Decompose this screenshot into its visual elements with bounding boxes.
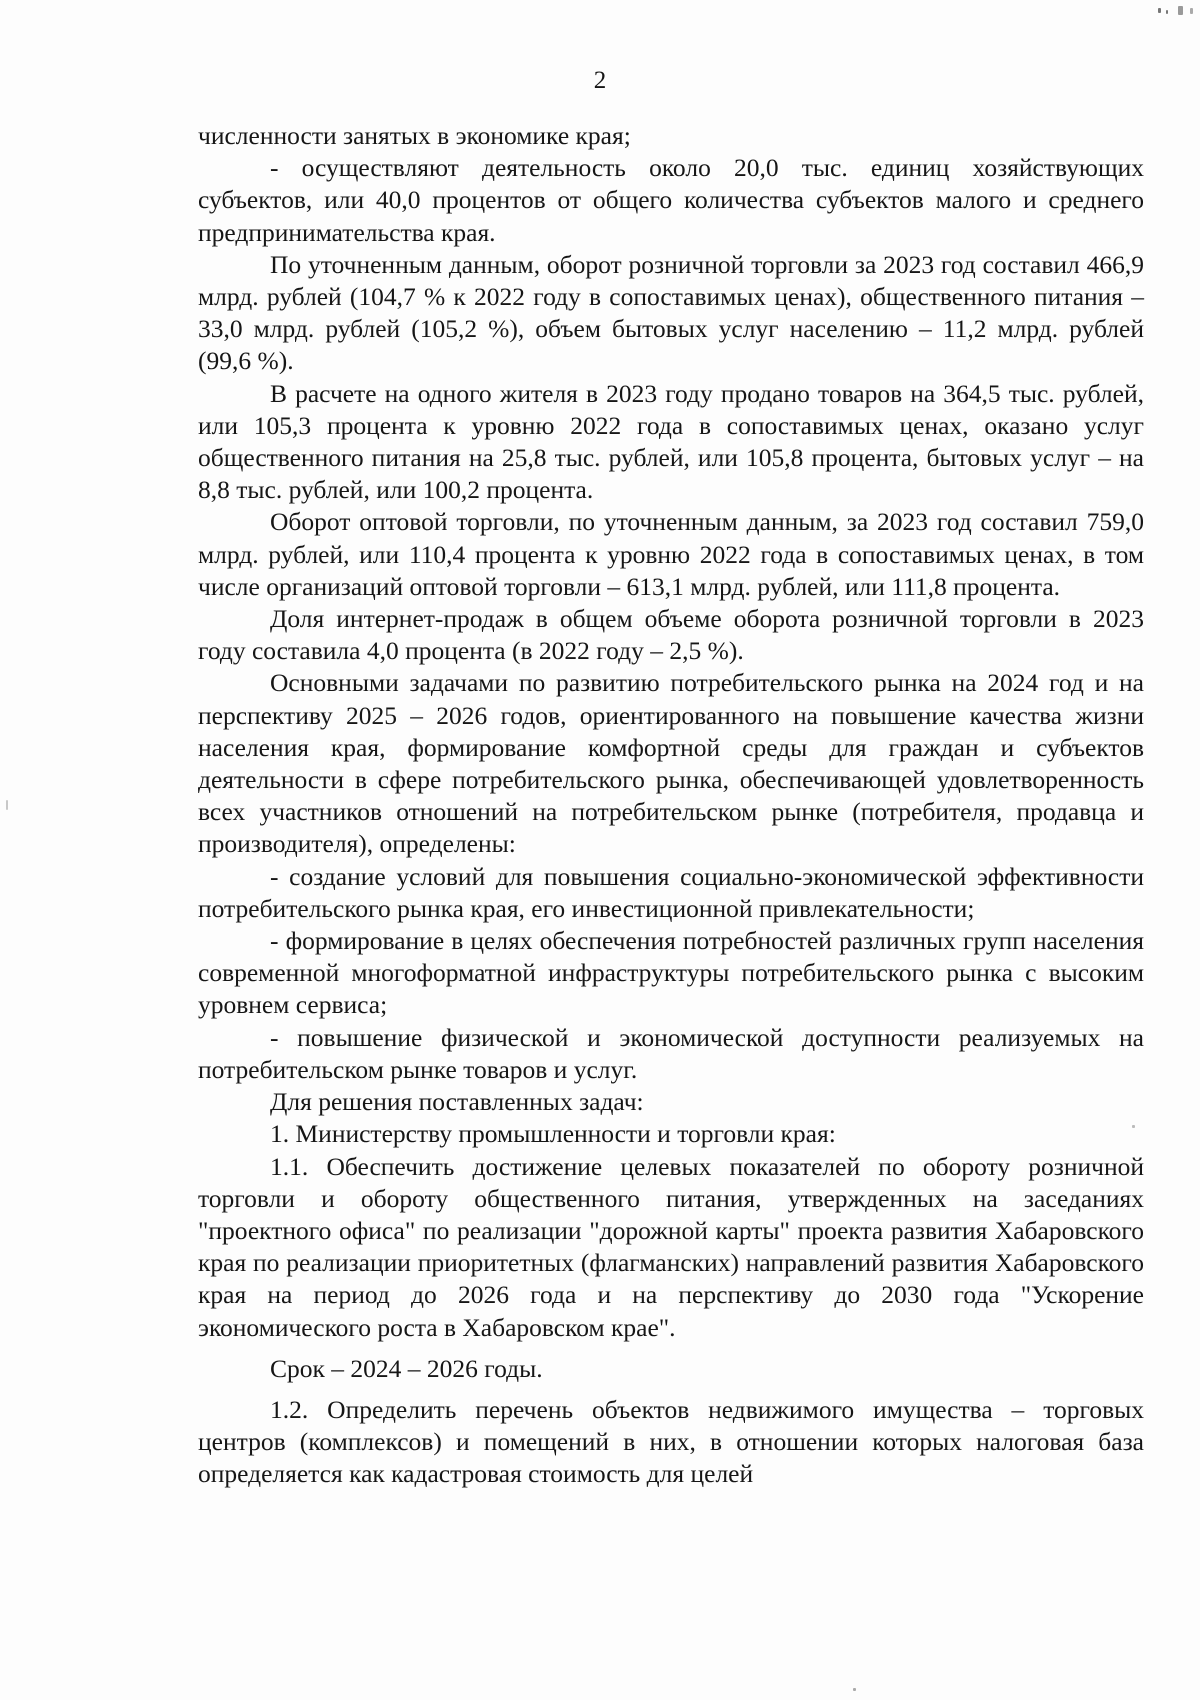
paragraph: - повышение физической и экономической доступности реализуемых на потребительском рынке товаров и услуг.: [198, 1022, 1144, 1084]
paragraph: 1.2. Определить перечень объектов недвижимого имущества – торговых центров (комплексов) и помещений в них, в отношении которых налоговая база определяется как кадастровая стоимость для целей: [198, 1394, 1144, 1489]
scan-artifact: [1166, 10, 1168, 14]
scan-artifact: [1158, 8, 1161, 13]
paragraph: 1. Министерству промышленности и торговли края:: [270, 1119, 836, 1149]
paragraph: - создание условий для повышения социально-экономической эффективности потребительского рынка края, его инвестиционной привлекательности;: [198, 861, 1144, 923]
scan-artifact: [6, 800, 8, 810]
paragraph: Оборот оптовой торговли, по уточненным данным, за 2023 год составил 759,0 млрд. рублей, или 110,4 процента к уровню 2022 года в сопоставимых ценах, в том числе организаций оптовой торговли – 613,1 млрд. рублей, или 111,8 процента.: [198, 507, 1144, 601]
scan-artifact: [1190, 8, 1193, 14]
paragraph: численности занятых в экономике края;: [198, 121, 631, 150]
paragraph: Основными задачами по развитию потребительского рынка на 2024 год и на перспективу 2025 – 2026 годов, ориентированного на повышение качества жизни населения края, формирование комфортной среды для граждан и субъектов деятельности в сфере потребительского рынка, обеспечивающей удовлетворенность всех участников отношений на потребительском рынке (потребителя, продавца и производителя), определены:: [198, 668, 1144, 859]
page-number: 2: [593, 67, 607, 94]
scan-artifact: [853, 1688, 856, 1691]
paragraph: По уточненным данным, оборот розничной торговли за 2023 год составил 466,9 млрд. рублей (104,7 % к 2022 году в сопоставимых ценах), общественного питания – 33,0 млрд. рублей (105,2 %), объем бытовых услуг населению – 11,2 млрд. рублей (99,6 %).: [198, 249, 1144, 376]
paragraph: Для решения поставленных задач:: [270, 1087, 644, 1117]
scan-artifact: [1178, 6, 1183, 15]
document-body: [198, 120, 1144, 1491]
paragraph: Доля интернет-продаж в общем объеме оборота розничной торговли в 2023 году составила 4,0 процента (в 2022 году – 2,5 %).: [198, 604, 1144, 666]
paragraph: В расчете на одного жителя в 2023 году продано товаров на 364,5 тыс. рублей, или 105,3 процента к уровню 2022 года в сопоставимых ценах, оказано услуг общественного питания на 25,8 тыс. рублей, или 105,8 процента, бытовых услуг – на 8,8 тыс. рублей, или 100,2 процента.: [198, 378, 1144, 505]
paragraph: - формирование в целях обеспечения потребностей различных групп населения современной многоформатной инфраструктуры потребительского рынка с высоким уровнем сервиса;: [198, 926, 1144, 1020]
paragraph: Срок – 2024 – 2026 годы.: [270, 1353, 543, 1383]
paragraph: 1.1. Обеспечить достижение целевых показателей по обороту розничной торговли и обороту общественного питания, утвержденных на заседаниях "проектного офиса" по реализации "дорожной карты" проекта развития Хабаровского края по реализации приоритетных (флагманских) направлений развития Хабаровского края на период до 2026 года и на перспективу до 2030 года "Ускорение экономического роста в Хабаровском крае".: [198, 1151, 1144, 1342]
paragraph: - осуществляют деятельность около 20,0 тыс. единиц хозяйствующих субъектов, или 40,0 процентов от общего количества субъектов малого и среднего предпринимательства края.: [198, 153, 1144, 247]
